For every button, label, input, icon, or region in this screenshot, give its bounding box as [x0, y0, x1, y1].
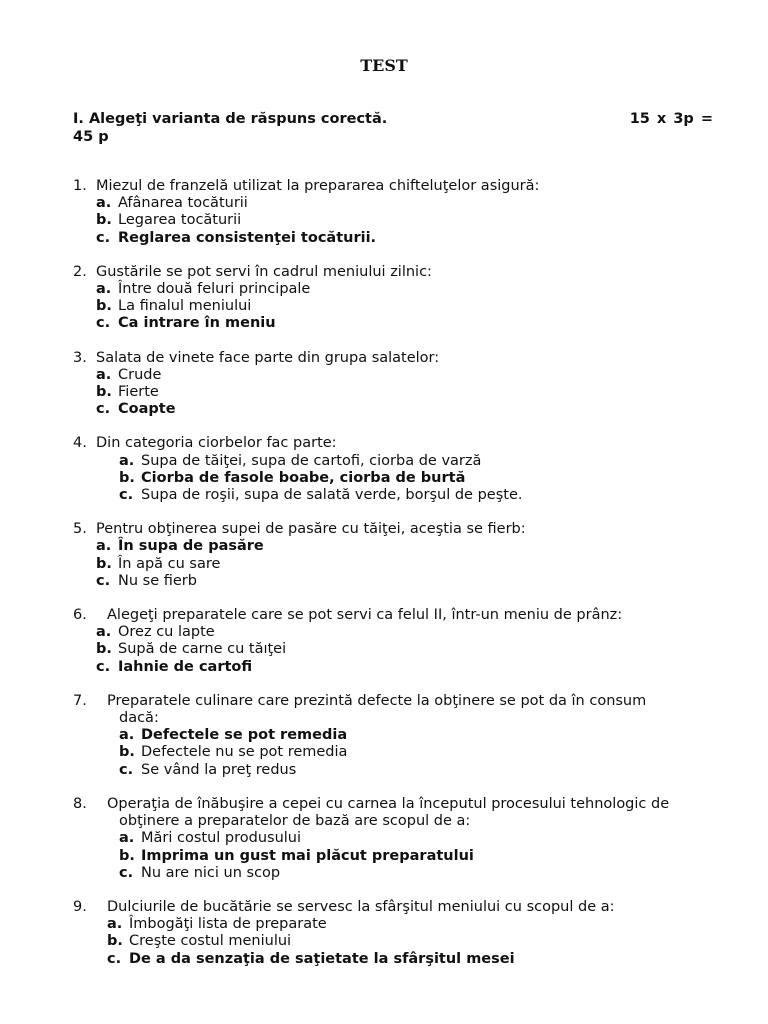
question-text: Operaţia de înăbuşire a cepei cu carnea la începutul procesului tehnologic de: [107, 795, 670, 812]
option-letter: b.: [96, 641, 112, 658]
option-list: [73, 195, 723, 247]
option-text: În apă cu sare: [118, 555, 221, 572]
option-c: [119, 487, 723, 504]
question-text: Pentru obţinerea supei de pasăre cu tăiţei, aceştia se fierb:: [96, 521, 526, 538]
question-text: Salata de vinete face parte din grupa salatelor:: [96, 349, 440, 366]
option-c: [96, 573, 723, 590]
option-letter: a.: [119, 830, 135, 847]
option-letter: b.: [119, 744, 135, 761]
option-letter: b.: [96, 212, 112, 229]
option-text: Legarea tocăturii: [118, 212, 242, 229]
option-letter: a.: [119, 727, 135, 744]
option-a: [96, 195, 723, 212]
option-letter: b.: [119, 847, 135, 864]
section-header: [73, 110, 713, 146]
question-list: [73, 178, 723, 985]
option-b: [119, 744, 723, 761]
option-a: [96, 367, 723, 384]
option-letter: a.: [96, 195, 112, 212]
option-a: [96, 281, 723, 298]
option-text: Crude: [118, 366, 162, 383]
option-b: [96, 212, 723, 229]
option-list: [73, 367, 723, 419]
option-list: [73, 453, 723, 505]
option-letter: b.: [119, 469, 135, 486]
option-letter: a.: [119, 452, 135, 469]
option-text: Fierte: [118, 384, 159, 401]
option-letter: c.: [96, 229, 111, 246]
option-text: Defectele se pot remedia: [141, 727, 348, 744]
option-text: La finalul meniului: [118, 298, 252, 315]
option-letter: c.: [96, 401, 111, 418]
option-text: Imprima un gust mai plăcut preparatului: [141, 847, 474, 864]
option-a: [96, 538, 723, 555]
question-text-continued: dacă:: [119, 710, 159, 727]
option-list: [73, 727, 723, 779]
option-text: Îmbogăţi lista de preparate: [129, 916, 327, 933]
question-text: Din categoria ciorbelor fac parte:: [96, 435, 337, 452]
option-letter: b.: [107, 933, 123, 950]
option-letter: a.: [96, 624, 112, 641]
option-text: Supa de tăiţei, supa de cartofi, ciorba de varză: [141, 452, 482, 469]
option-text: Afânarea tocăturii: [118, 195, 248, 212]
option-text: Ciorba de fasole boabe, ciorba de burtă: [141, 469, 466, 486]
option-text: Reglarea consistenţei tocăturii.: [118, 229, 377, 246]
option-a: [119, 727, 723, 744]
question-4: [73, 435, 723, 504]
option-text: Orez cu lapte: [118, 624, 215, 641]
option-text: Între două feluri principale: [118, 281, 311, 298]
question-text: Gustările se pot servi în cadrul meniului zilnic:: [96, 263, 432, 280]
option-text: Nu se fierb: [118, 572, 197, 589]
option-a: [96, 624, 723, 641]
question-number: 5.: [73, 521, 87, 538]
question-number: 3.: [73, 349, 87, 366]
question-text-continued: obţinere a preparatelor de bază are scopul de a:: [119, 813, 471, 830]
option-text: În supa de pasăre: [118, 538, 264, 555]
option-a: [107, 916, 723, 933]
option-list: [73, 281, 723, 333]
option-b: [119, 848, 723, 865]
question-number: 6.: [73, 607, 87, 624]
option-c: [107, 951, 723, 968]
option-text: Defectele nu se pot remedia: [141, 744, 348, 761]
section-heading: I. Alegeţi varianta de răspuns corectă.: [73, 111, 388, 127]
option-letter: c.: [96, 572, 111, 589]
option-letter: b.: [96, 384, 112, 401]
option-c: [96, 659, 723, 676]
option-c: [96, 315, 723, 332]
option-text: Supă de carne cu tăıţei: [118, 641, 287, 658]
section-score: 15 x 3p =: [629, 111, 713, 127]
question-2: [73, 264, 723, 333]
option-text: Nu are nici un scop: [141, 864, 281, 881]
option-c: [119, 865, 723, 882]
question-text: Alegeţi preparatele care se pot servi ca felul II, într-un meniu de prânz:: [107, 607, 623, 624]
option-list: [73, 624, 723, 676]
option-letter: a.: [107, 916, 123, 933]
option-b: [96, 384, 723, 401]
question-3: [73, 350, 723, 419]
question-6: [73, 607, 723, 676]
option-a: [119, 830, 723, 847]
section-score-continued: 45 p: [73, 129, 109, 145]
option-text: De a da senzaţia de saţietate la sfârşitul mesei: [129, 950, 515, 967]
option-letter: c.: [119, 487, 134, 504]
option-b: [107, 933, 723, 950]
option-letter: b.: [96, 555, 112, 572]
option-letter: c.: [119, 864, 134, 881]
option-text: Coapte: [118, 401, 176, 418]
option-b: [96, 641, 723, 658]
question-1: [73, 178, 723, 247]
option-letter: c.: [107, 950, 122, 967]
question-9: [73, 899, 723, 968]
option-letter: b.: [96, 298, 112, 315]
option-c: [119, 762, 723, 779]
question-text: Dulciurile de bucătărie se servesc la sfârşitul meniului cu scopul de a:: [107, 898, 615, 915]
question-number: 8.: [73, 795, 87, 812]
option-c: [96, 401, 723, 418]
option-letter: a.: [96, 366, 112, 383]
option-letter: c.: [96, 658, 111, 675]
option-b: [119, 470, 723, 487]
question-8: [73, 796, 723, 882]
option-list: [73, 916, 723, 968]
question-text: Miezul de franzelă utilizat la prepararea chifteluţelor asigură:: [96, 178, 540, 194]
question-number: 9.: [73, 898, 87, 915]
question-7: [73, 693, 723, 779]
option-letter: a.: [96, 538, 112, 555]
question-number: 7.: [73, 692, 87, 709]
page-title: TEST: [360, 56, 408, 75]
question-number: 4.: [73, 435, 87, 452]
option-text: Iahnie de cartofi: [118, 658, 253, 675]
option-letter: c.: [119, 761, 134, 778]
option-text: Mări costul produsului: [141, 830, 302, 847]
option-text: Creşte costul meniului: [129, 933, 292, 950]
option-text: Ca intrare în meniu: [118, 315, 276, 332]
option-text: Se vând la preţ redus: [141, 761, 297, 778]
option-list: [73, 538, 723, 590]
question-text: Preparatele culinare care prezintă defecte la obţinere se pot da în consum: [107, 692, 647, 709]
option-letter: c.: [96, 315, 111, 332]
question-number: 1.: [73, 178, 87, 194]
option-b: [96, 298, 723, 315]
question-5: [73, 521, 723, 590]
option-list: [73, 830, 723, 882]
question-number: 2.: [73, 263, 87, 280]
option-letter: a.: [96, 281, 112, 298]
option-b: [96, 556, 723, 573]
option-text: Supa de roşii, supa de salată verde, borşul de peşte.: [141, 487, 523, 504]
option-c: [96, 230, 723, 247]
option-a: [119, 453, 723, 470]
